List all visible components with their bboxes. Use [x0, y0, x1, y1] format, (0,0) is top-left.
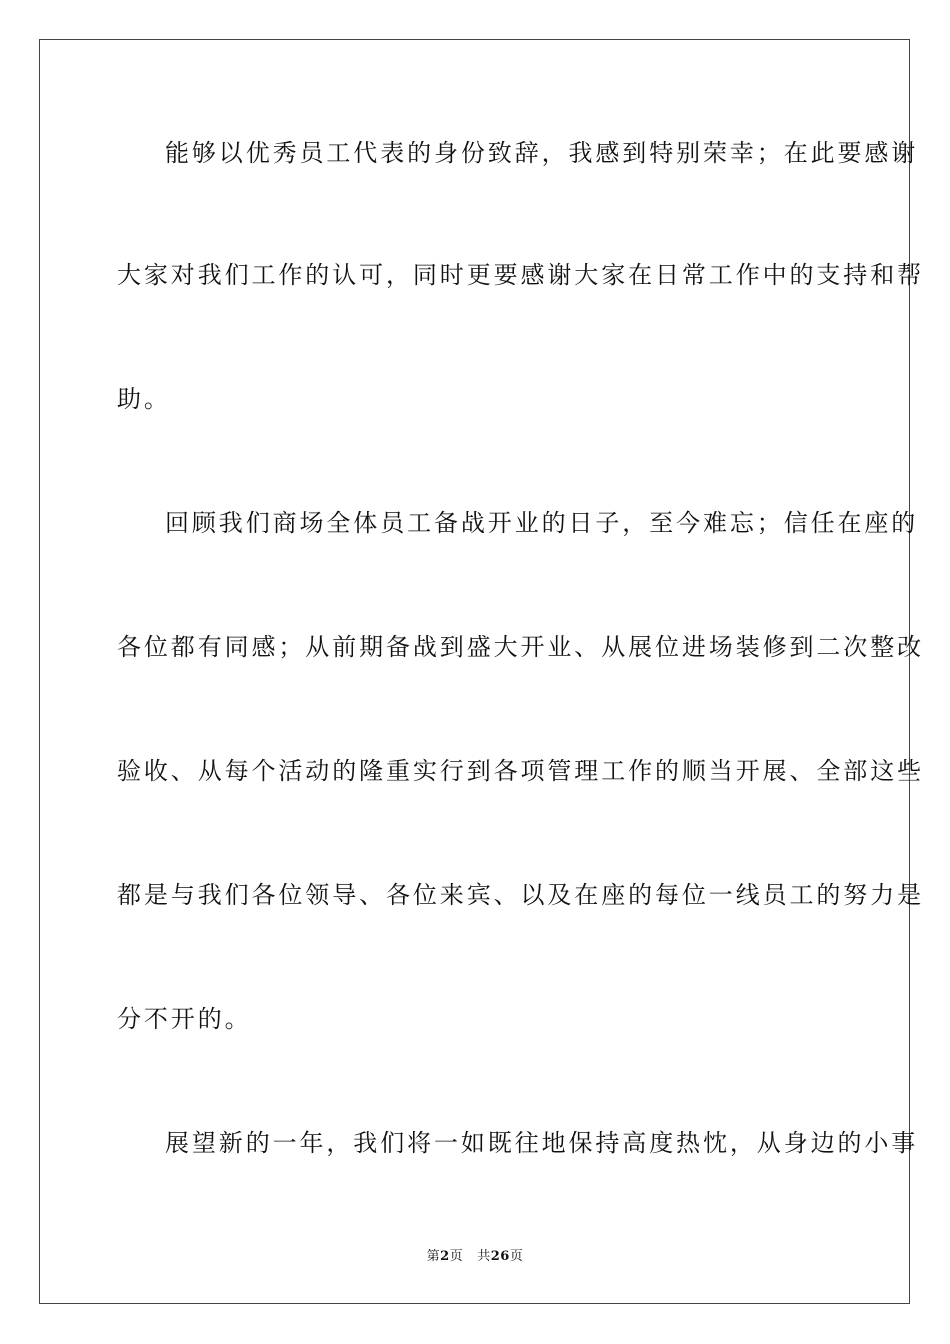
footer-total-pages: 26 — [490, 1249, 510, 1264]
footer-page-suffix: 页 — [449, 1249, 464, 1264]
paragraph-1-line-2: 大家对我们工作的认可，同时更要感谢大家在日常工作中的支持和帮 — [117, 261, 924, 289]
paragraph-1-line-1: 能够以优秀员工代表的身份致辞，我感到特别荣幸；在此要感谢 — [165, 139, 919, 167]
paragraph-2-line-3: 验收、从每个活动的隆重实行到各项管理工作的顺当开展、全部这些 — [117, 757, 924, 785]
footer-total-prefix: 共 — [477, 1249, 491, 1264]
paragraph-3-line-1: 展望新的一年，我们将一如既往地保持高度热忱，从身边的小事 — [165, 1129, 919, 1157]
paragraph-1-line-3: 助。 — [117, 385, 171, 413]
footer-page-prefix: 第 — [426, 1249, 441, 1264]
paragraph-2-line-1: 回顾我们商场全体员工备战开业的日子，至今难忘；信任在座的 — [165, 509, 919, 537]
footer-page-number: 2 — [440, 1249, 450, 1264]
paragraph-2-line-2: 各位都有同感；从前期备战到盛大开业、从展位进场装修到二次整改 — [117, 633, 924, 661]
paragraph-2-line-5: 分不开的。 — [117, 1005, 252, 1033]
page-footer — [0, 1248, 950, 1266]
page-border — [39, 39, 924, 1304]
paragraph-2-line-4: 都是与我们各位领导、各位来宾、以及在座的每位一线员工的努力是 — [117, 881, 924, 909]
footer-total-suffix: 页 — [509, 1249, 524, 1264]
